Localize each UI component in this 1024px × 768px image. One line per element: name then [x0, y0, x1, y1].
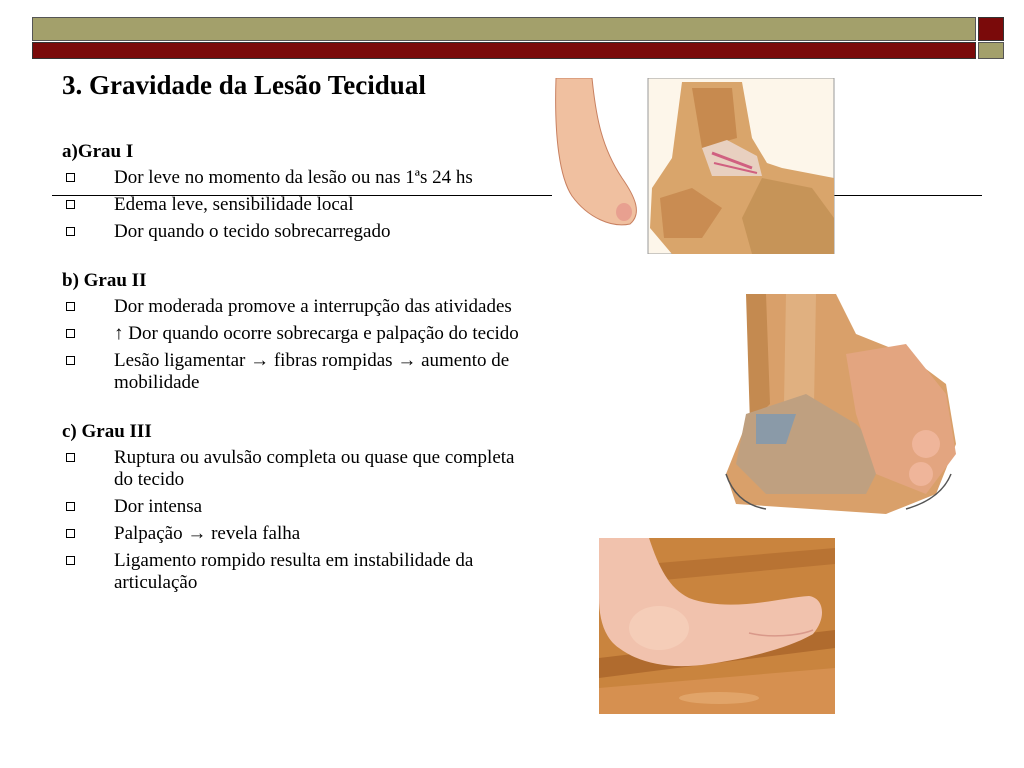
slide-title: 3. Gravidade da Lesão Tecidual [62, 70, 426, 100]
list-item: ↑ Dor quando ocorre sobrecarga e palpação do tecido [62, 323, 534, 345]
square-bullet-icon [66, 556, 75, 565]
divider-line-right [834, 195, 982, 196]
list-item: Lesão ligamentar → fibras rompidas → aumento de mobilidade [62, 350, 534, 394]
list-grau-3 [62, 447, 534, 594]
list-item: Ligamento rompido resulta em instabilidade da articulação [62, 550, 534, 594]
header-square-red [978, 17, 1004, 41]
foot-ligament-illustration [552, 78, 836, 254]
list-item: Dor intensa [62, 496, 534, 518]
list-grau-2 [62, 296, 534, 394]
header-bar-red [32, 42, 976, 59]
section-heading-grau-3: c) Grau III [62, 421, 152, 442]
square-bullet-icon [66, 529, 75, 538]
square-bullet-icon [66, 227, 75, 236]
section-heading-grau-2: b) Grau II [62, 270, 147, 291]
ankle-sprain-anatomy-illustration [706, 294, 958, 518]
list-item: Dor quando o tecido sobrecarregado [62, 221, 534, 243]
square-bullet-icon [66, 329, 75, 338]
swollen-ankle-photo [599, 538, 835, 714]
header-bar-olive [32, 17, 976, 41]
square-bullet-icon [66, 302, 75, 311]
slide-body [62, 141, 534, 599]
square-bullet-icon [66, 173, 75, 182]
list-item: Dor moderada promove a interrupção das atividades [62, 296, 534, 318]
square-bullet-icon [66, 502, 75, 511]
list-item: Palpação → revela falha [62, 523, 534, 545]
section-heading-grau-1: a)Grau I [62, 141, 134, 162]
list-item: Edema leve, sensibilidade local [62, 194, 534, 216]
header-square-olive [978, 42, 1004, 59]
square-bullet-icon [66, 356, 75, 365]
list-grau-1 [62, 167, 534, 243]
list-item: Ruptura ou avulsão completa ou quase que completa do tecido [62, 447, 534, 491]
square-bullet-icon [66, 453, 75, 462]
square-bullet-icon [66, 200, 75, 209]
list-item: Dor leve no momento da lesão ou nas 1ªs 24 hs [62, 167, 534, 189]
